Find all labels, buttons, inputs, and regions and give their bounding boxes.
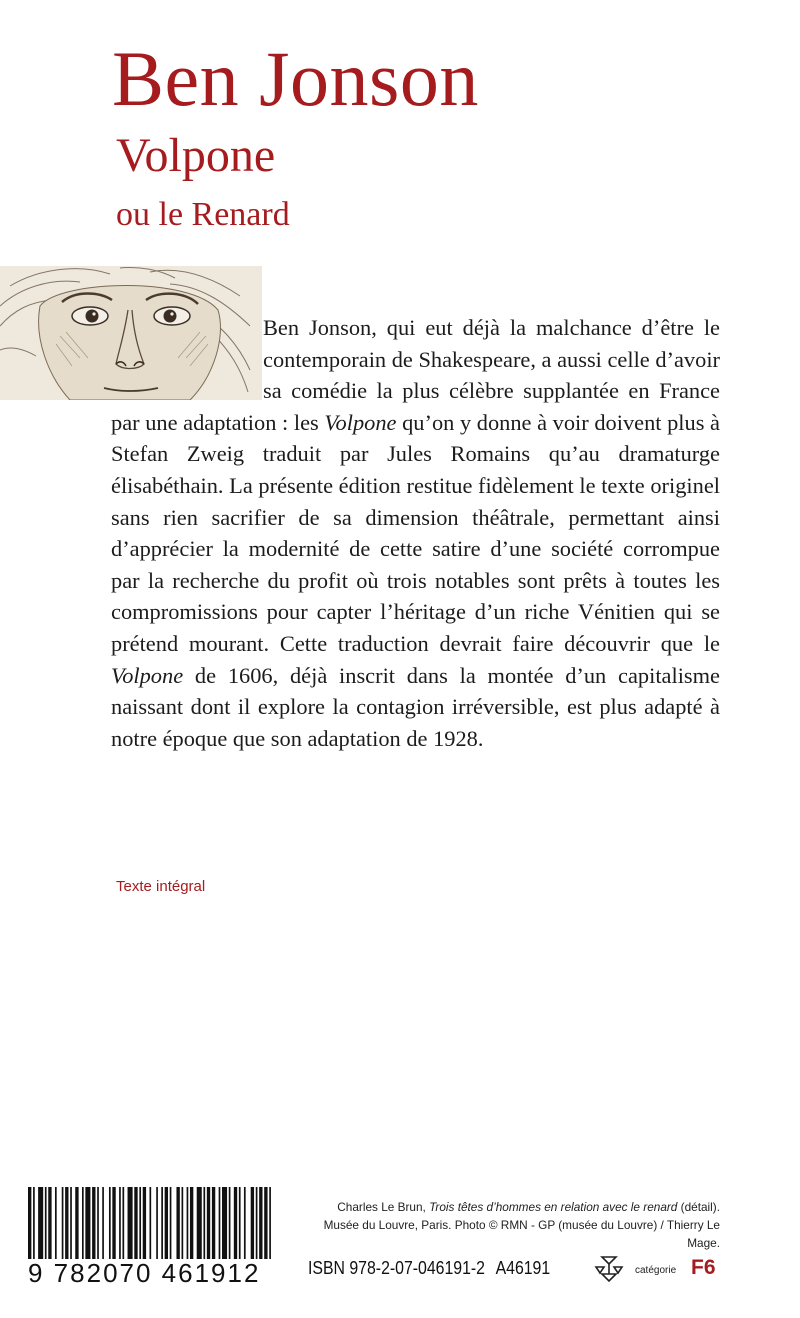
barcode-bar (85, 1187, 90, 1259)
barcode-bar (62, 1187, 64, 1259)
barcode-bar (70, 1187, 72, 1259)
credit-detail: (détail). (677, 1200, 720, 1214)
barcode-bar (165, 1187, 168, 1259)
barcode-bar (222, 1187, 227, 1259)
publisher-logo-icon (594, 1255, 624, 1283)
blurb-title-italic-2: Volpone (111, 662, 184, 688)
barcode-bar (256, 1187, 258, 1259)
barcode-bar (229, 1187, 231, 1259)
isbn-line (308, 1258, 550, 1279)
barcode-bar (119, 1187, 121, 1259)
barcode-bar (112, 1187, 115, 1259)
barcode-bar (65, 1187, 68, 1259)
barcode-bar (45, 1187, 47, 1259)
book-title: Volpone (116, 129, 276, 182)
category-label: catégorie (635, 1265, 677, 1276)
blurb-title-italic-1: Volpone (324, 409, 397, 435)
barcode-digits: 9 782070 461912 (28, 1258, 261, 1288)
barcode-bar (122, 1187, 124, 1259)
barcode-bar (219, 1187, 221, 1259)
barcode-bar (207, 1187, 210, 1259)
credit-artist: Charles Le Brun, (337, 1200, 430, 1214)
barcode-bar (161, 1187, 163, 1259)
barcode-bar (156, 1187, 158, 1259)
barcode-bar (102, 1187, 104, 1259)
book-subtitle: ou le Renard (116, 196, 290, 233)
barcode-bar (28, 1187, 31, 1259)
barcode-bar (187, 1187, 189, 1259)
barcode-bar (239, 1187, 241, 1259)
credit-line-2: Musée du Louvre, Paris. Photo © RMN - GP (musée du Louvre) / Thierry Le Mage. (323, 1218, 720, 1250)
barcode-bar (55, 1187, 57, 1259)
barcode-bar (38, 1187, 43, 1259)
barcode-bar (197, 1187, 202, 1259)
barcode-bar (128, 1187, 133, 1259)
barcode-bar (92, 1187, 95, 1259)
barcode-bar (203, 1187, 205, 1259)
barcode-bar (212, 1187, 215, 1259)
barcode-bar (82, 1187, 84, 1259)
barcode-bar (234, 1187, 237, 1259)
barcode-bar (109, 1187, 111, 1259)
blurb-paragraph (111, 312, 720, 754)
barcode-bar (75, 1187, 78, 1259)
blurb-text-part-2: qu’on y donne à voir doivent plus à Stefan Zweig traduit par Jules Romains qu’au dramaturge élisabéthain. La présente édition restitue fidèlement le texte originel sans rien sacrifier de sa dimension théâtrale, permettant ainsi d’apprécier la modernité de cette satire d’une société corrompue par la recherche du profit où trois notables sont prêts à toutes les compromissions pour capter l’héritage d’un riche Vénitien qui se prétend mourant. Cette traduction devrait faire découvrir que le (111, 409, 720, 656)
barcode-bar (97, 1187, 99, 1259)
blurb-text-part-1: Ben Jonson, qui eut déjà la malchance d’être le contemporain de Shakespeare, a aussi celle d’avoir sa comédie la plus célèbre supplantée en France par une adaptation : les (111, 315, 720, 435)
barcode-bar (259, 1187, 262, 1259)
barcode-bar (170, 1187, 172, 1259)
image-credit (300, 1198, 720, 1252)
barcode-bar (269, 1187, 271, 1259)
isbn-number: ISBN 978-2-07-046191-2 (308, 1258, 486, 1278)
blurb-text-part-3: de 1606, déjà inscrit dans la montée d’un capitalisme naissant dont il explore la contagion irréversible, est plus adapté à notre époque que son adaptation de 1928. (111, 662, 720, 751)
barcode-bar (143, 1187, 146, 1259)
barcode-bar (251, 1187, 254, 1259)
barcode-bar (176, 1187, 179, 1259)
credit-line-1 (300, 1198, 720, 1216)
barcode-bar (182, 1187, 184, 1259)
barcode-bar (190, 1187, 193, 1259)
barcode-bar (134, 1187, 137, 1259)
category-value: F6 (691, 1256, 716, 1279)
barcode-bar (244, 1187, 246, 1259)
barcode-bar (139, 1187, 141, 1259)
barcode-bar (149, 1187, 151, 1259)
barcode-bar (264, 1187, 267, 1259)
product-code: A46191 (495, 1258, 551, 1278)
author-name: Ben Jonson (112, 35, 479, 122)
edition-note: Texte intégral (116, 878, 206, 895)
barcode-bar (33, 1187, 35, 1259)
credit-work-title: Trois têtes d’hommes en relation avec le renard (429, 1200, 678, 1214)
barcode-bar (48, 1187, 51, 1259)
